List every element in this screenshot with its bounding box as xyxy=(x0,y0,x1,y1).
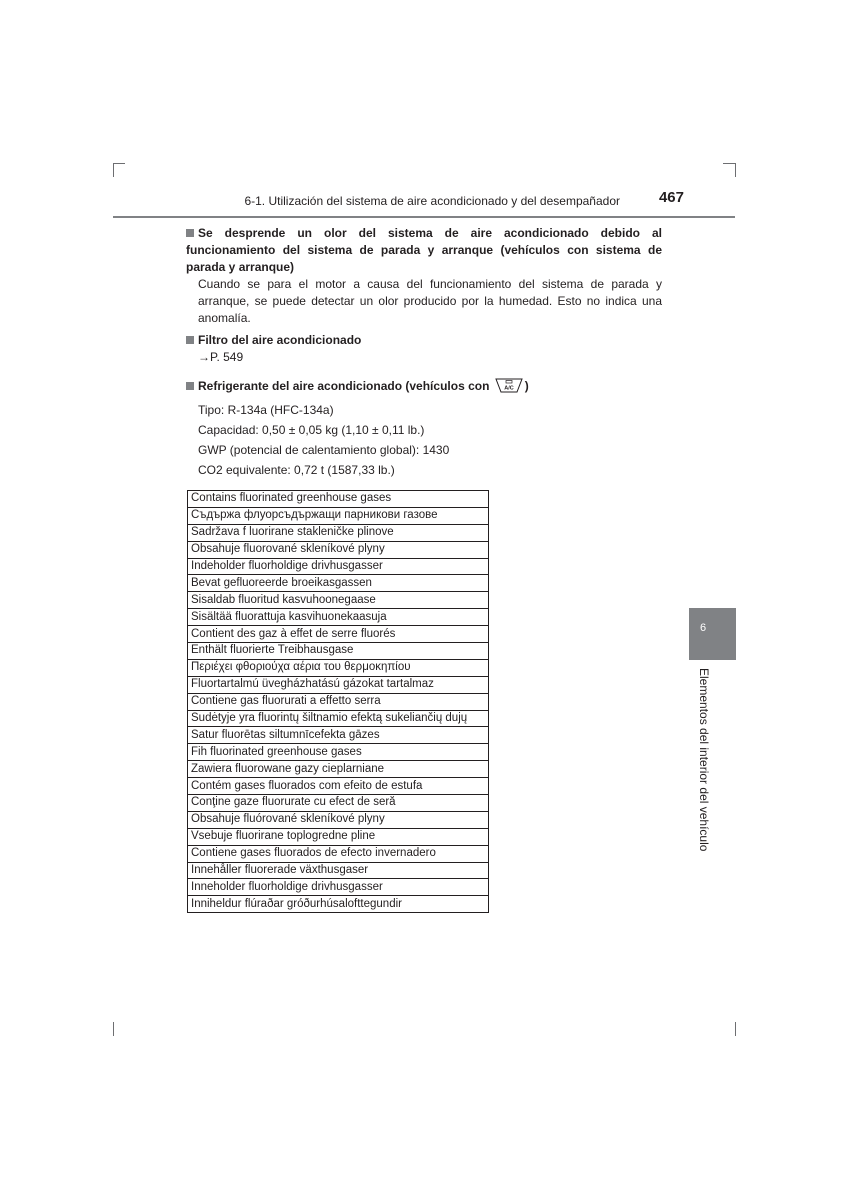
spec-line: GWP (potencial de calentamiento global): 1430 xyxy=(198,443,450,457)
table-row xyxy=(188,795,489,812)
spec-line: CO2 equivalente: 0,72 t (1587,33 lb.) xyxy=(198,463,395,477)
table-cell: Περιέχει φθοριούχα αέρια του θερμοκηπίου xyxy=(188,659,489,676)
page-number: 467 xyxy=(658,189,684,206)
crop-mark xyxy=(113,163,125,164)
table-row xyxy=(188,811,489,828)
table-cell: Satur fluorētas siltumnīcefekta gāzes xyxy=(188,727,489,744)
crop-mark xyxy=(723,163,735,164)
svg-text:A/C: A/C xyxy=(504,385,514,392)
table-row xyxy=(188,507,489,524)
spec-line: Capacidad: 0,50 ± 0,05 kg (1,10 ± 0,11 lb.) xyxy=(198,423,425,437)
table-row xyxy=(188,693,489,710)
table-cell: Vsebuje fluorirane toplogredne pline xyxy=(188,828,489,845)
chapter-label: Elementos del interior del vehículo xyxy=(697,668,711,852)
table-cell: Inniheldur flúraðar gróðurhúsalofttegundir xyxy=(188,896,489,913)
section-odor xyxy=(186,225,662,327)
bullet-square-icon xyxy=(186,229,194,237)
table-cell: Fih fluorinated greenhouse gases xyxy=(188,744,489,761)
section-refrigerant xyxy=(186,378,662,479)
table-row xyxy=(188,896,489,913)
table-row xyxy=(188,491,489,508)
table-cell: Sudėtyje yra fluorintų šiltnamio efektą sukeliančių dujų xyxy=(188,710,489,727)
table-cell: Zawiera fluorowane gazy cieplarniane xyxy=(188,761,489,778)
table-cell: Enthält fluorierte Treibhausgase xyxy=(188,643,489,660)
bullet-square-icon xyxy=(186,382,194,390)
table-cell: Sadržava f luorirane stakleničke plinove xyxy=(188,524,489,541)
table-cell: Fluortartalmú üvegházhatású gázokat tartalmaz xyxy=(188,676,489,693)
table-cell: Contains fluorinated greenhouse gases xyxy=(188,491,489,508)
section-body: Cuando se para el motor a causa del funcionamiento del sistema de parada y arranque, se puede detectar un olor producido por la humedad. Esto no indica una anomalía. xyxy=(198,277,662,325)
crop-mark xyxy=(735,163,736,177)
crop-mark xyxy=(113,1022,114,1036)
table-cell: Conţine gaze fluorurate cu efect de seră xyxy=(188,795,489,812)
table-cell: Contient des gaz à effet de serre fluorés xyxy=(188,626,489,643)
table-row xyxy=(188,643,489,660)
table-row xyxy=(188,727,489,744)
table-cell: Bevat gefluoreerde broeikasgassen xyxy=(188,575,489,592)
table-cell: Obsahuje fluorované skleníkové plyny xyxy=(188,541,489,558)
a-c-button-icon xyxy=(495,378,523,393)
table-row xyxy=(188,845,489,862)
table-cell: Sisältää fluorattuja kasvihuonekaasuja xyxy=(188,609,489,626)
table-row xyxy=(188,558,489,575)
page-reference-link[interactable]: →P. 549 xyxy=(198,350,244,364)
bullet-square-icon xyxy=(186,336,194,344)
table-cell: Sisaldab fluoritud kasvuhoonegaase xyxy=(188,592,489,609)
chapter-number: 6 xyxy=(699,622,707,634)
table-cell: Indeholder fluorholdige drivhusgasser xyxy=(188,558,489,575)
table-row xyxy=(188,710,489,727)
table-cell: Obsahuje fluórované skleníkové plyny xyxy=(188,811,489,828)
table-cell: Contiene gases fluorados de efecto invernadero xyxy=(188,845,489,862)
table-row xyxy=(188,778,489,795)
table-row xyxy=(188,744,489,761)
section-title: Filtro del aire acondicionado xyxy=(186,332,662,349)
table-cell: Съдържа флуорсъдържащи парникови газове xyxy=(188,507,489,524)
table-row xyxy=(188,879,489,896)
page-content xyxy=(186,225,662,482)
running-header: 6-1. Utilización del sistema de aire acondicionado y del desempañador xyxy=(244,194,620,208)
table-row xyxy=(188,541,489,558)
table-row xyxy=(188,575,489,592)
chapter-tab xyxy=(689,608,736,660)
table-cell: Contém gases fluorados com efeito de estufa xyxy=(188,778,489,795)
table-row xyxy=(188,862,489,879)
header-rule xyxy=(113,216,735,218)
table-row xyxy=(188,676,489,693)
table-row xyxy=(188,659,489,676)
table-cell: Inneholder fluorholdige drivhusgasser xyxy=(188,879,489,896)
section-title: Se desprende un olor del sistema de aire acondicionado debido al funcionamiento del sistema de parada y arranque (vehículos con sistema de parada y arranque) xyxy=(186,226,662,274)
spec-line: Tipo: R-134a (HFC-134a) xyxy=(198,403,334,417)
crop-mark xyxy=(735,1022,736,1036)
table-row xyxy=(188,828,489,845)
crop-mark xyxy=(113,163,114,177)
section-title: Refrigerante del aire acondicionado (vehículos con A/C ) xyxy=(186,378,662,395)
table-row xyxy=(188,609,489,626)
table-row xyxy=(188,524,489,541)
table-cell: Innehåller fluorerade växthusgaser xyxy=(188,862,489,879)
table-cell: Contiene gas fluorurati a effetto serra xyxy=(188,693,489,710)
table-row xyxy=(188,626,489,643)
table-row xyxy=(188,761,489,778)
table-row xyxy=(188,592,489,609)
fluorinated-gases-table xyxy=(187,490,489,913)
section-filter xyxy=(186,332,662,366)
